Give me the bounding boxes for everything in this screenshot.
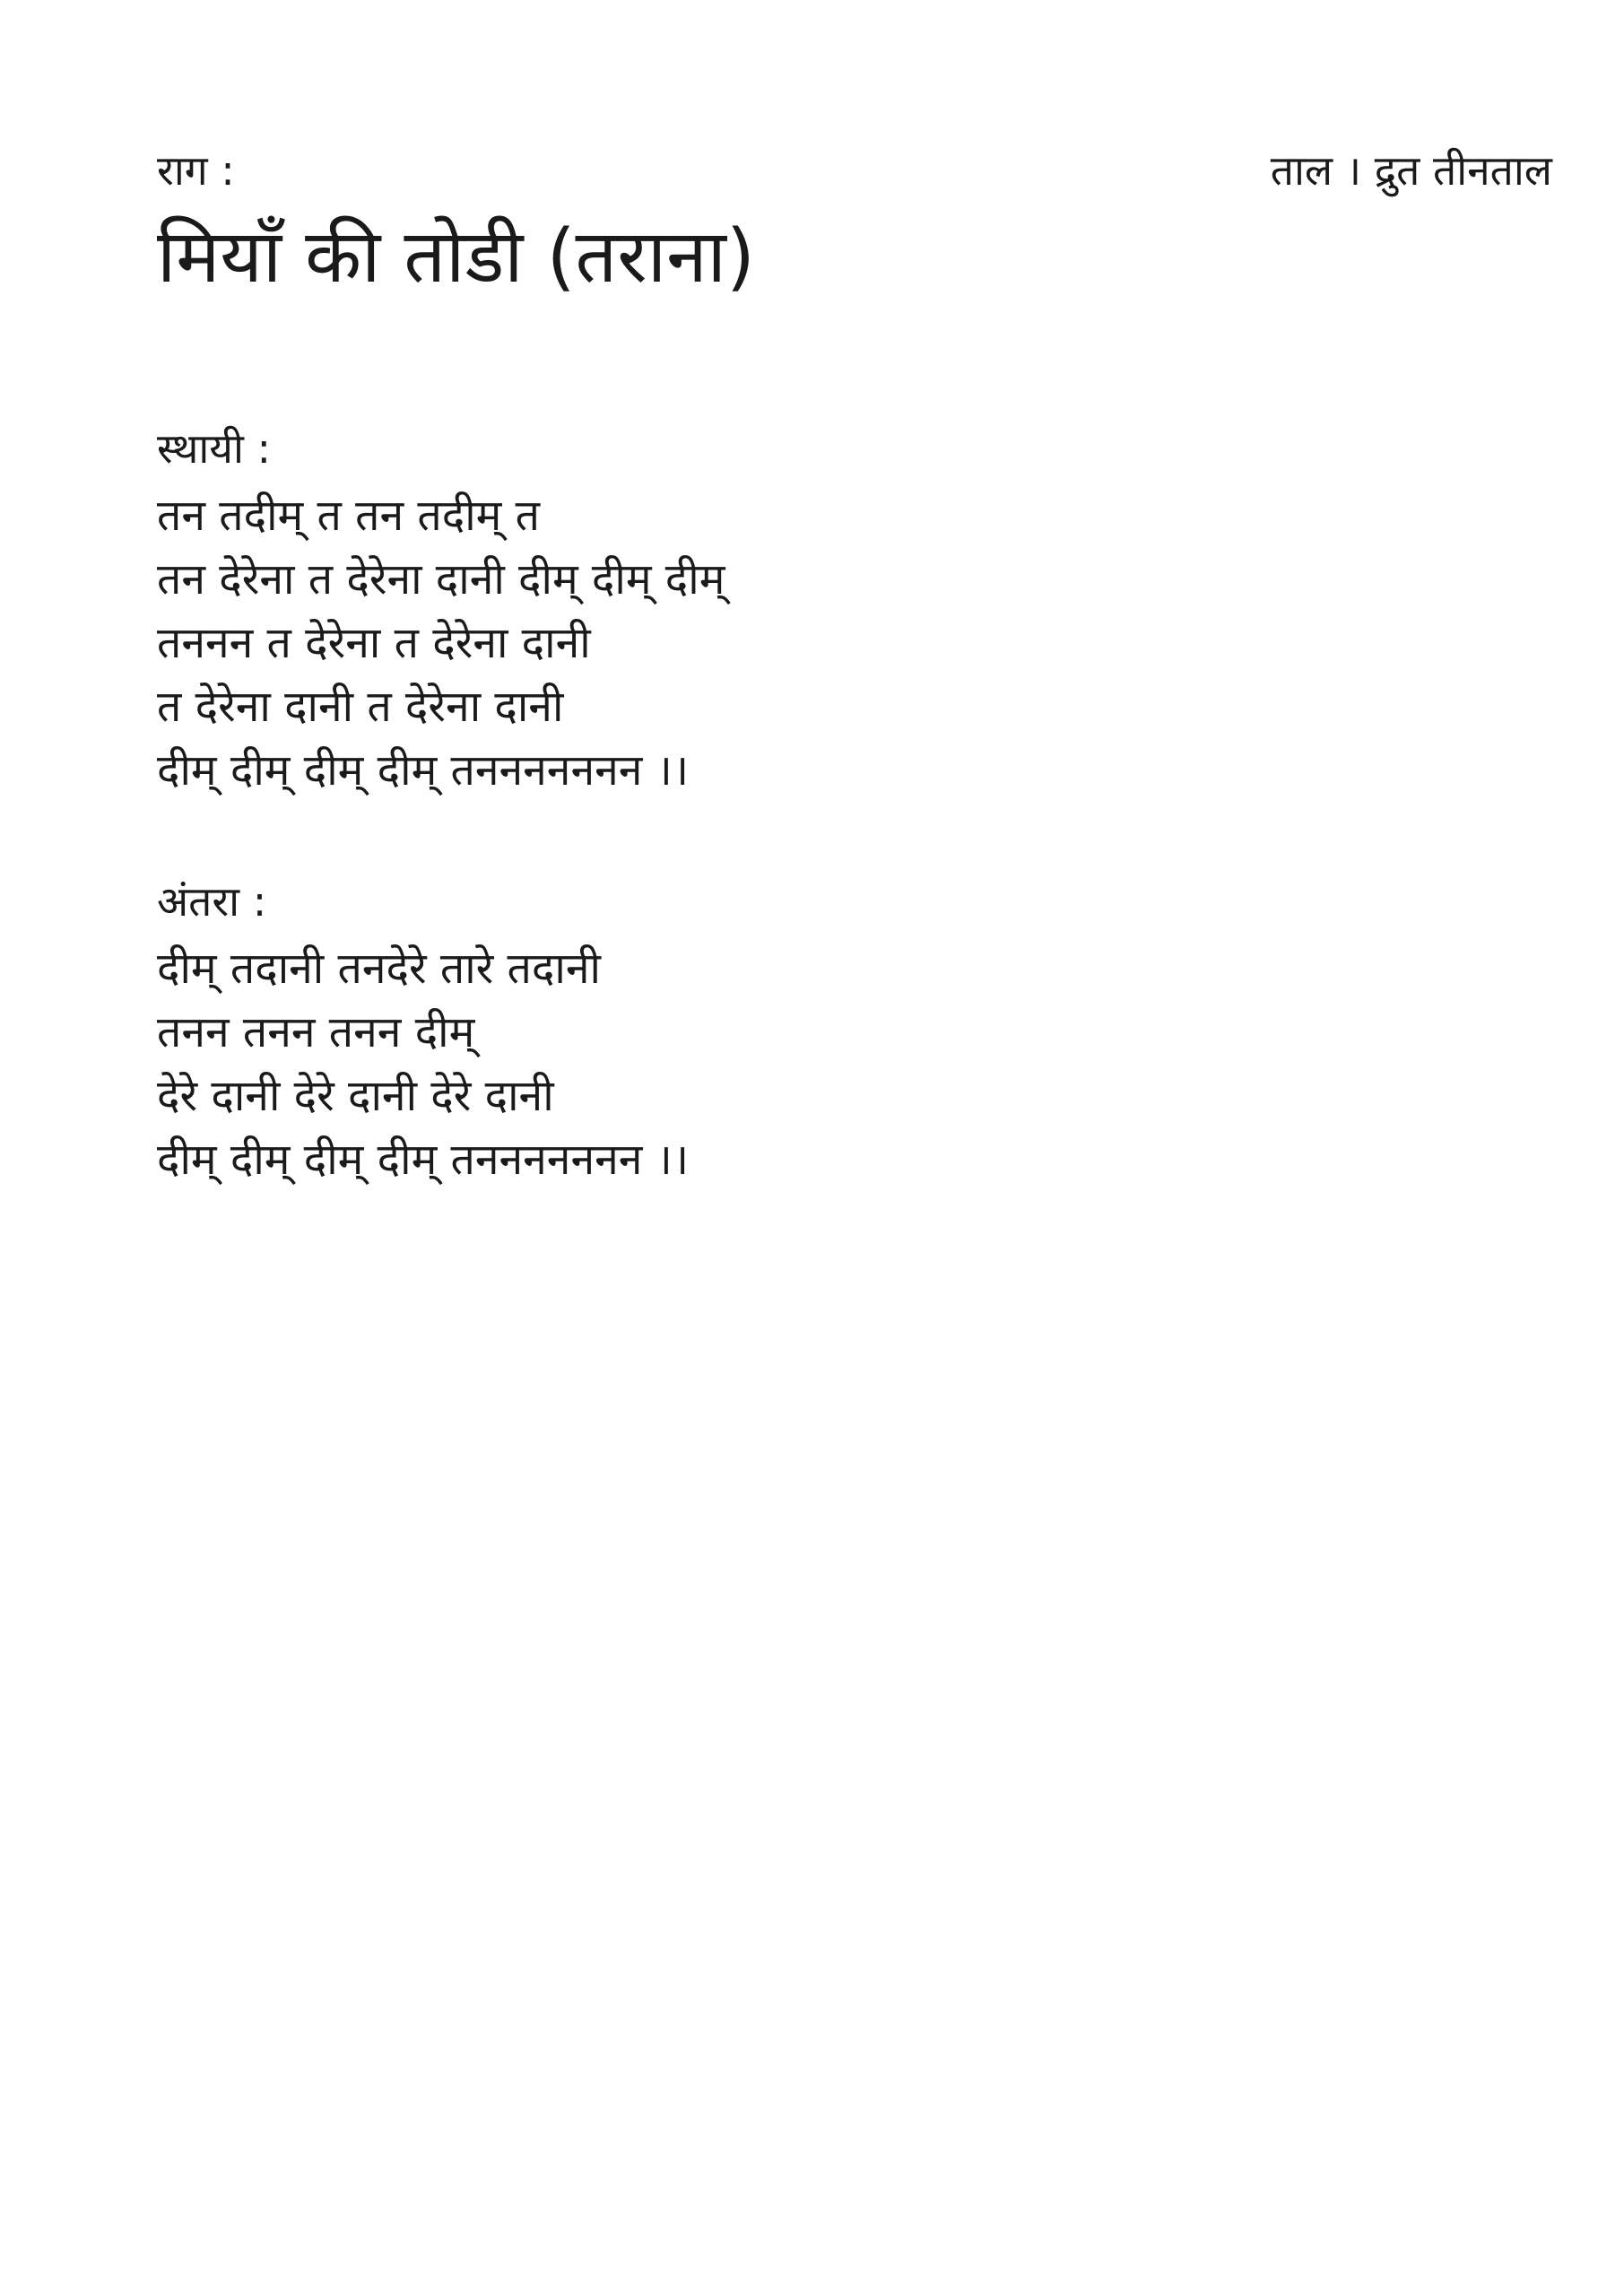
- antara-line-1: दीम् तदानी तनदेरे तारे तदानी: [157, 944, 601, 994]
- sthayi-line-4: त देरेना दानी त देरेना दानी: [157, 682, 564, 732]
- taal-label: ताल । द्रुत तीनताल: [1270, 146, 1552, 195]
- sthayi-section: [157, 422, 1412, 803]
- sthayi-line-2: तन देरेना त देरेना दानी दीम् दीम् दीम्: [157, 554, 725, 604]
- raag-label: राग :: [157, 146, 235, 195]
- antara-label: अंतरा :: [157, 877, 267, 926]
- sthayi-line-5: दीम् दीम् दीम् दीम् तननननननन ।।: [157, 745, 690, 796]
- antara-line-4: दीम् दीम् दीम् दीम् तननननननन ।।: [157, 1135, 690, 1185]
- antara-section: [157, 874, 1412, 1192]
- antara-line-3: देरे दानी देरे दानी देरे दानी: [157, 1071, 554, 1121]
- sthayi-line-1: तन तदीम् त तन तदीम् त: [157, 491, 540, 541]
- raag-title: मियाँ की तोडी (तराना): [157, 214, 755, 300]
- sthayi-label: स्थायी :: [157, 424, 271, 473]
- sthayi-line-3: तननन त देरेना त देरेना दानी: [157, 618, 591, 668]
- antara-line-2: तनन तनन तनन दीम्: [157, 1007, 475, 1057]
